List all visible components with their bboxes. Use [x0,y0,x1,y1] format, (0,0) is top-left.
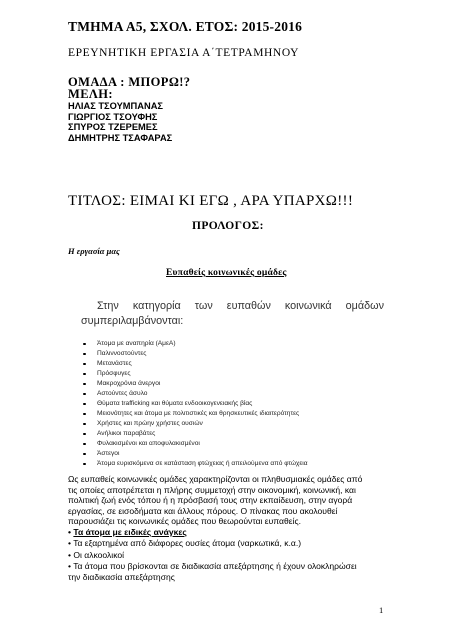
document-title: ΤΙΤΛΟΣ: ΕΙΜΑΙ ΚΙ ΕΓΩ , ΑΡΑ ΥΠΑΡΧΩ!!! [68,193,354,209]
paragraph-line: τις οποίες αποτρέπεται η πλήρης συμμετοχή στην οικονομική, κοινωνική, και [68,484,356,495]
special-needs-item: • Τα άτομα που βρίσκονται σε διαδικασία απεξάρτησης ή έχουν ολοκληρώσει [68,560,357,571]
special-needs-heading [68,527,357,538]
members-list [68,101,172,143]
list-item: Μακροχρόνια άνεργοι [80,379,308,389]
member-name: ΗΛΙΑΣ ΤΣΟΥΜΠΑΝΑΣ [68,101,163,111]
intro-line-2: συμπεριλαμβάνονται: [81,315,184,327]
list-item: Πρόσφυγες [80,369,308,379]
special-needs-item: • Τα εξαρτημένα από διάφορες ουσίες άτομα (ναρκωτικά, κ.α.) [68,538,302,549]
paragraph-line: Ως ευπαθείς κοινωνικές ομάδες χαρακτηρίζονται οι πληθυσμιακές ομάδες από [68,474,363,484]
work-label: Η εργασία μας [68,246,120,256]
paragraph-line: παρουσιάζει τις κοινωνικές ομάδες που θεωρούνται ευπαθείς. [68,516,301,526]
intro-word: κατηγορία [132,300,181,312]
list-item: Ανήλικοι παραβάτες [80,429,308,439]
member-name: ΣΠΥΡΟΣ ΤΖΕΡΕΜΕΣ [68,122,158,132]
intro-word: των [194,300,213,312]
special-needs-item: • Οι αλκοολικοί [68,549,125,560]
list-item: Μετανάστες [80,359,308,369]
list-item: Άτομα με αναπηρία (ΑμεΑ) [80,339,308,349]
special-needs-item: την διαδικασία απεξάρτησης [68,572,175,583]
definition-paragraph [68,474,362,527]
list-item: Θύματα trafficking και θύματα ενδοοικογενειακής βίας [80,399,308,409]
list-item: Άστεγοι [80,449,308,459]
intro-line-1 [97,300,384,312]
special-needs-section [68,527,357,583]
heading-text: Τα άτομα με ειδικές ανάγκες [73,527,187,537]
team-heading: ΟΜΑΔΑ : ΜΠΟΡΩ!? [68,75,191,89]
intro-word: Στην [97,300,119,312]
department-heading: ΤΜΗΜΑ Α5, ΣΧΟΛ. ΕΤΟΣ: 2015-2016 [68,19,303,34]
paragraph-line: πολιτική ζωή ενός τόπου ή η πρόσβασή τους στην εκπαίδευση, στην αγορά [68,495,353,505]
subject-heading: Ευπαθείς κοινωνικές ομάδες [166,268,287,278]
list-item: Φυλακισμένοι και αποφυλακισμένοι [80,439,308,449]
heading-bullet: • [68,527,71,537]
intro-word: ομάδων [345,300,384,312]
members-label: ΜΕΛΗ: [68,87,113,101]
assignment-heading: ΕΡΕΥΝΗΤΙΚΗ ΕΡΓΑΣΙΑ Α΄ΤΕΤΡΑΜΗΝΟΥ [68,47,300,59]
list-item: Μειονότητες και άτομα με πολιτιστικές και θρησκευτικές ιδιαιτερότητες [80,409,308,419]
list-item: Άτομα ευρισκόμενα σε κατάσταση φτώχειας ή απειλούμενα από φτώχεια [80,459,308,469]
page-number: 1 [379,605,384,615]
list-item: Παλιννοστούντες [80,349,308,359]
member-name: ΔΗΜΗΤΡΗΣ ΤΣΑΦΑΡΑΣ [68,132,173,143]
paragraph-line: εργασίας, σε εισοδήματα και άλλους πόρους. Ο πίνακας που ακολουθεί [68,505,338,516]
prologue-heading: ΠΡΟΛΟΓΟΣ: [192,220,264,232]
list-item: Χρήστες και πρώην χρήστες ουσιών [80,419,308,429]
list-item: Αστούντες άσυλο [80,389,308,399]
intro-word: κοινωνικά [284,300,332,312]
vulnerable-groups-list [80,339,308,469]
member-name: ΓΙΩΡΓΙΟΣ ΤΣΟΥΦΗΣ [68,111,158,122]
intro-word: ευπαθών [226,300,271,312]
